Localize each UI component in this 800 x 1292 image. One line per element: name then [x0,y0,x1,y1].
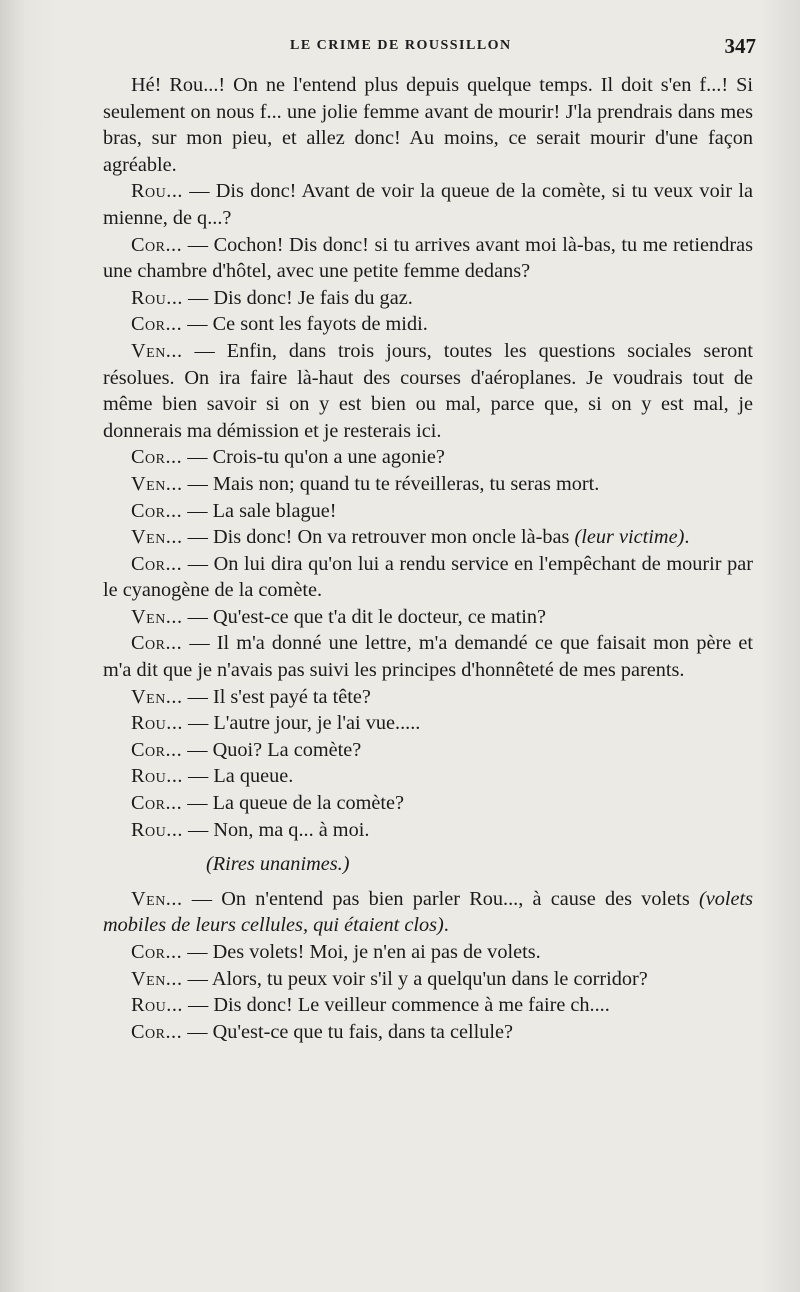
dialogue-line [103,790,753,817]
line-text: — Dis donc! Le veilleur commence à me faire ch.... [182,994,610,1017]
page-number: 347 [724,34,756,58]
dialogue-line [103,551,753,604]
dialogue-line [103,886,753,939]
italic-note: (leur victime) [574,526,685,549]
line-text: — On lui dira qu'on lui a rendu service en l'empêchant de mourir par le cyanogène de la comète. [103,552,753,602]
dialogue-line [103,630,753,683]
speaker-name: Ven... [131,605,183,628]
dialogue-line [103,1019,753,1046]
italic-note: (volets mobiles de leurs cellules, qui étaient clos) [103,887,753,937]
speaker-name: Ven... [131,685,183,708]
speaker-name: Rou... [131,286,183,309]
dialogue-block [103,72,753,843]
line-text: — Des volets! Moi, je n'en ai pas de volets. [182,941,541,963]
dialogue-line [103,684,753,711]
line-text: — Mais non; quand tu te réveilleras, tu seras mort. [182,472,600,495]
dialogue-line [103,311,753,338]
line-text: — Crois-tu qu'on a une agonie? [182,446,445,469]
dialogue-line [103,338,753,444]
dialogue-line [103,763,753,790]
speaker-name: Cor... [131,632,183,655]
line-text: — Il m'a donné une lettre, m'a demandé ce que faisait mon père et m'a dit que je n'avais pas suivi les principes d'honnêteté de mes parents. [103,632,753,682]
speaker-name: Cor... [131,233,183,256]
dialogue-line [103,710,753,737]
line-text: — Enfin, dans trois jours, toutes les questions sociales seront résolues. On ira faire là-haut des courses d'aéroplanes. Je voudrais tout de même bien savoir si on y est bien ou mal, parce que, si on y est mal, je donnerais ma démission et je resterais ici. [103,339,753,442]
line-text: — Il s'est payé ta tête? [182,685,371,708]
dialogue-line [103,444,753,471]
line-text: — Dis donc! On va retrouver mon oncle là-bas [182,526,575,549]
speaker-name: Rou... [131,180,183,203]
dialogue-line [103,498,753,525]
line-text: — La sale blague! [182,499,337,522]
line-end: . [684,526,690,549]
line-text: — La queue. [182,765,294,788]
running-title: LE CRIME DE ROUSSILLON [290,38,512,53]
speaker-name: Cor... [131,941,183,963]
speaker-name: Cor... [131,313,183,336]
line-text: — La queue de la comète? [182,792,405,815]
speaker-name: Rou... [131,818,183,841]
dialogue-line [103,72,753,178]
dialogue-line [103,524,753,551]
page-header [100,34,756,64]
dialogue-block [103,886,753,1046]
speaker-name: Ven... [131,472,183,495]
speaker-name: Rou... [131,994,183,1017]
line-text: — Dis donc! Je fais du gaz. [182,286,413,309]
line-text: — Non, ma q... à moi. [182,818,370,841]
line-text: — Alors, tu peux voir s'il y a quelqu'un dans le corridor? [182,967,648,990]
line-end: . [443,914,449,937]
dialogue-line [103,817,753,844]
speaker-name: Cor... [131,1020,183,1043]
speaker-name: Cor... [131,446,183,469]
dialogue-line [103,737,753,764]
speaker-name: Ven... [131,339,183,362]
speaker-name: Rou... [131,765,183,788]
line-text: — Ce sont les fayots de midi. [182,313,428,336]
dialogue-line [103,471,753,498]
speaker-name: Cor... [131,738,183,761]
dialogue-line [103,178,753,231]
line-text: — L'autre jour, je l'ai vue..... [182,712,421,735]
speaker-name: Ven... [131,967,183,990]
dialogue-line [103,966,753,993]
line-text: — Cochon! Dis donc! si tu arrives avant moi là-bas, tu me retiendras une chambre d'hôtel, avec une petite femme dedans? [103,233,753,283]
line-text: — Quoi? La comète? [182,738,362,761]
speaker-name: Cor... [131,499,183,522]
dialogue-line [103,604,753,631]
stage-direction: (Rires unanimes.) [206,853,350,876]
speaker-name: Rou... [131,712,183,735]
dialogue-line [103,285,753,312]
page-body [103,72,753,1045]
line-text: Hé! Rou...! On ne l'entend plus depuis quelque temps. Il doit s'en f...! Si seulement on nous f... une jolie femme avant de mourir! J'la prendrais dans mes bras, sur mon pieu, et allez donc! Au moins, ce serait mourir d'une façon agréable. [103,74,753,176]
line-text: — Qu'est-ce que tu fais, dans ta cellule? [182,1020,514,1043]
line-text: — Dis donc! Avant de voir la queue de la comète, si tu veux voir la mienne, de q...? [103,180,753,229]
speaker-name: Cor... [131,792,183,815]
speaker-name: Ven... [131,887,183,910]
dialogue-line [103,232,753,285]
dialogue-line [103,992,753,1019]
dialogue-line [103,939,753,966]
line-text: — Qu'est-ce que t'a dit le docteur, ce matin? [182,605,547,628]
line-text: — On n'entend pas bien parler Rou..., à cause des volets [182,887,699,910]
speaker-name: Cor... [131,552,183,575]
speaker-name: Ven... [131,526,183,549]
